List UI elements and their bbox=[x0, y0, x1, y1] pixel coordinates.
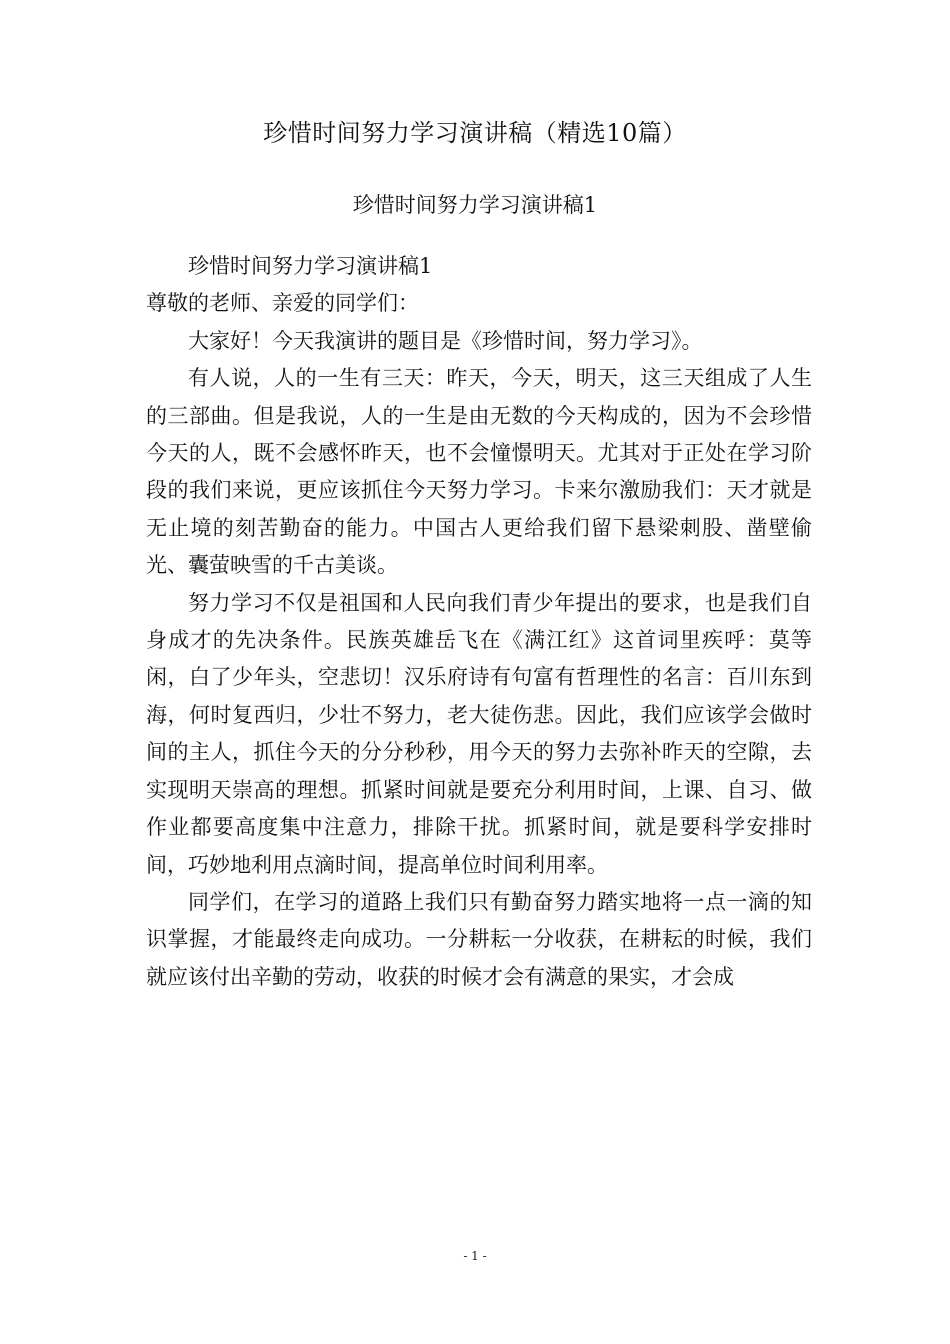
paragraph-body: 努力学习不仅是祖国和人民向我们青少年提出的要求，也是我们自身成才的先决条件。民族英雄岳飞在《满江红》这首词里疾呼：莫等闲，白了少年头，空悲切！汉乐府诗有句富有哲理性的名言：百川东到海，何时复西归，少壮不努力，老大徒伤悲。因此，我们应该学会做时间的主人，抓住今天的分分秒秒，用今天的努力去弥补昨天的空隙，去实现明天崇高的理想。抓紧时间就是要充分利用时间，上课、自习、做作业都要高度集中注意力，排除干扰。抓紧时间，就是要科学安排时间，巧妙地利用点滴时间，提高单位时间利用率。 bbox=[146, 590, 812, 877]
paragraph-greeting: 大家好！今天我演讲的题目是《珍惜时间，努力学习》。 bbox=[188, 328, 703, 353]
document-title: 珍惜时间努力学习演讲稿（精选10篇） bbox=[263, 119, 687, 147]
paragraph-salutation: 尊敬的老师、亲爱的同学们： bbox=[146, 291, 419, 316]
page-number: - 1 - bbox=[463, 1249, 487, 1263]
paragraph-body: 同学们，在学习的道路上我们只有勤奋努力踏实地将一点一滴的知识掌握，才能最终走向成功。一分耕耘一分收获，在耕耘的时候，我们就应该付出辛勤的劳动，收获的时候才会有满意的果实，才会成 bbox=[146, 889, 812, 989]
paragraph-speech-title: 珍惜时间努力学习演讲稿1 bbox=[188, 254, 433, 278]
paragraph-body: 有人说，人的一生有三天：昨天，今天，明天，这三天组成了人生的三部曲。但是我说，人的一生是由无数的今天构成的，因为不会珍惜今天的人，既不会感怀昨天，也不会憧憬明天。尤其对于正处在学习阶段的我们来说，更应该抓住今天努力学习。卡来尔激励我们：天才就是无止境的刻苦勤奋的能力。中国古人更给我们留下悬梁刺股、凿壁偷光、囊萤映雪的千古美谈。 bbox=[146, 366, 812, 578]
body-text bbox=[146, 248, 812, 996]
section-heading: 珍惜时间努力学习演讲稿1 bbox=[352, 193, 598, 217]
